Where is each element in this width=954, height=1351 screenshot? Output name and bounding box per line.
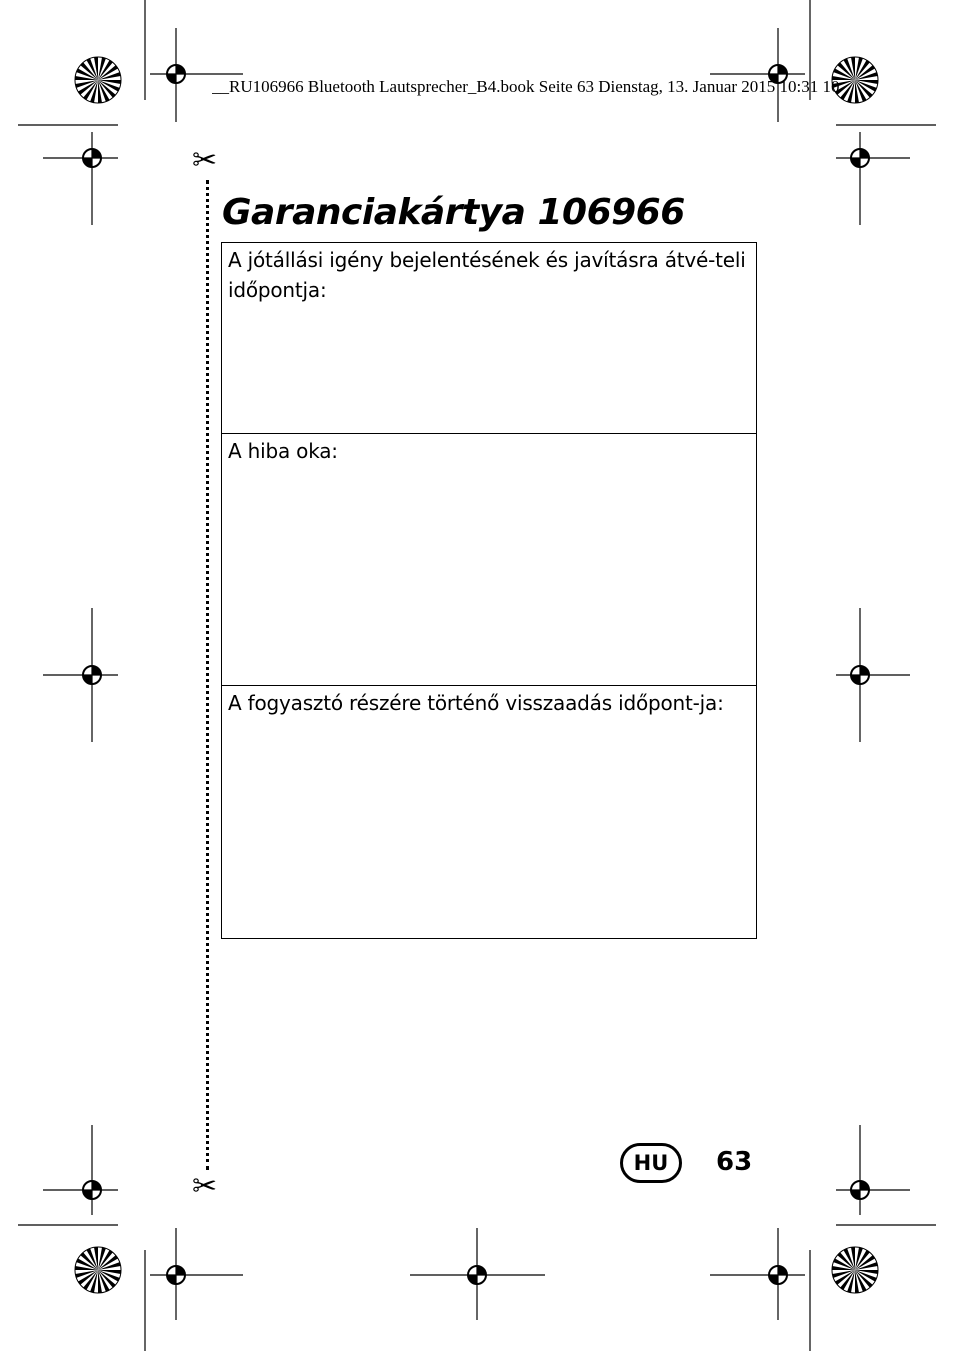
warranty-card bbox=[221, 242, 757, 939]
cut-line bbox=[206, 180, 209, 1170]
scissors-icon: ✂ bbox=[192, 143, 218, 178]
scissors-icon: ✂ bbox=[192, 1169, 218, 1204]
running-header: __RU106966 Bluetooth Lautsprecher_B4.book Seite 63 Dienstag, 13. Januar 2015 10:31 10 bbox=[212, 77, 840, 96]
page-title: Garanciakártya 106966 bbox=[222, 192, 685, 233]
page-number: 63 bbox=[716, 1147, 753, 1177]
field-return-date[interactable] bbox=[222, 686, 756, 938]
field-label: A jótállási igény bejelentésének és javításra átvé-teli időpontja: bbox=[228, 248, 746, 302]
field-claim-date[interactable] bbox=[222, 243, 756, 434]
field-label: A hiba oka: bbox=[228, 439, 338, 463]
field-fault-cause[interactable] bbox=[222, 434, 756, 686]
country-badge: HU bbox=[620, 1143, 682, 1183]
field-label: A fogyasztó részére történő visszaadás időpont-ja: bbox=[228, 691, 724, 715]
